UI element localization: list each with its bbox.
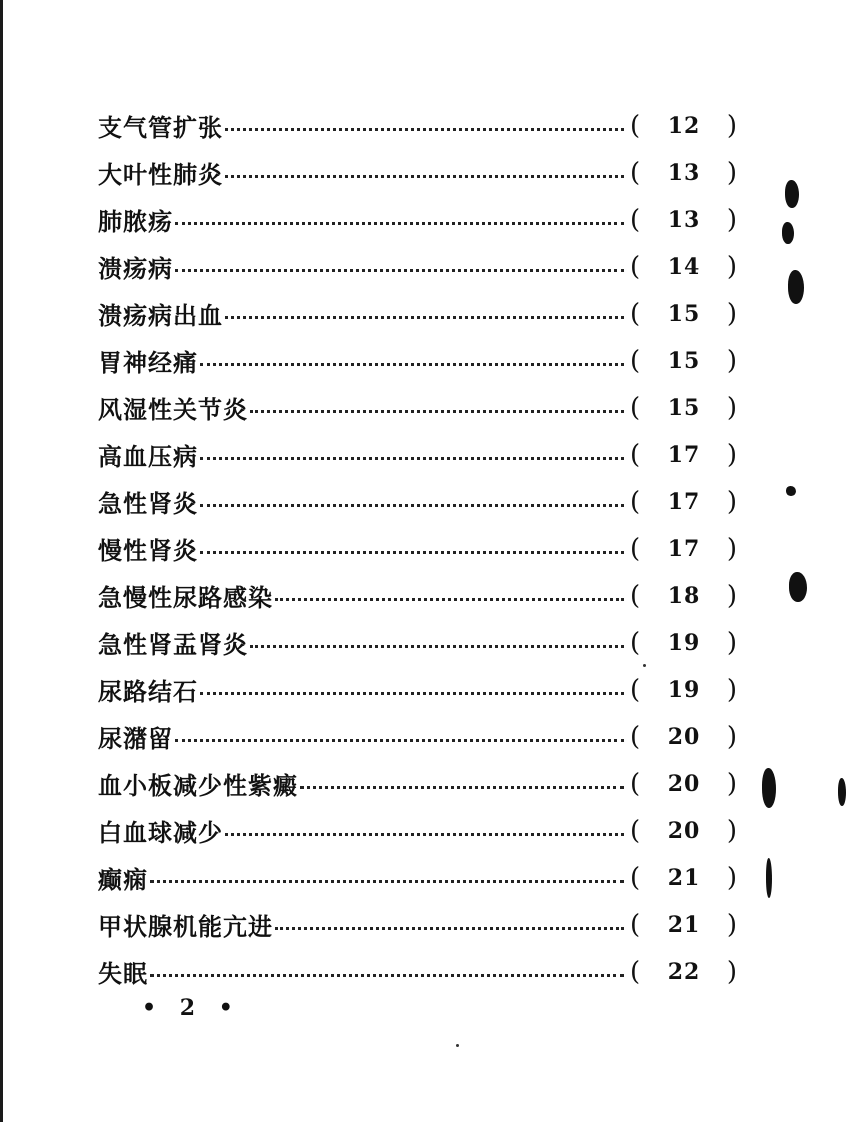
toc-entry-title: 失眠 — [98, 959, 148, 988]
toc-page-ref — [630, 252, 738, 282]
close-paren: ) — [726, 110, 738, 141]
toc-page-number: 19 — [667, 629, 701, 656]
close-paren: ) — [726, 204, 738, 235]
toc-page-ref — [630, 158, 738, 188]
close-paren: ) — [726, 721, 738, 752]
toc-page-ref — [630, 769, 738, 799]
toc-entry — [98, 196, 738, 243]
toc-entry-title: 胃神经痛 — [98, 348, 198, 377]
toc-page-ref — [630, 863, 738, 893]
toc-page-ref — [630, 628, 738, 658]
toc-entry — [98, 337, 738, 384]
toc-dot-leader — [250, 410, 624, 413]
open-paren: ( — [630, 627, 642, 658]
toc-entry — [98, 666, 738, 713]
toc-entry-title: 溃疡病 — [98, 254, 173, 283]
toc-page-ref — [630, 534, 738, 564]
toc-entry — [98, 478, 738, 525]
toc-entry — [98, 807, 738, 854]
open-paren: ( — [630, 768, 642, 799]
toc-entry-title: 溃疡病出血 — [98, 301, 223, 330]
toc-entry-title: 急性肾盂肾炎 — [98, 630, 248, 659]
toc-page-number: 20 — [667, 723, 701, 750]
toc-page-number: 18 — [667, 582, 701, 609]
ink-smudge — [786, 486, 796, 496]
toc-dot-leader — [200, 457, 624, 460]
toc-dot-leader — [225, 316, 624, 319]
toc-page-number: 15 — [667, 394, 701, 421]
open-paren: ( — [630, 204, 642, 235]
open-paren: ( — [630, 580, 642, 611]
toc-entry — [98, 572, 738, 619]
toc-entry — [98, 713, 738, 760]
toc-page-number: 19 — [667, 676, 701, 703]
toc-entry-title: 急慢性尿路感染 — [98, 583, 273, 612]
toc-entry — [98, 384, 738, 431]
close-paren: ) — [726, 862, 738, 893]
close-paren: ) — [726, 392, 738, 423]
toc-entry-title: 尿路结石 — [98, 677, 198, 706]
toc-entry — [98, 149, 738, 196]
open-paren: ( — [630, 533, 642, 564]
toc-dot-leader — [200, 504, 624, 507]
toc-dot-leader — [200, 363, 624, 366]
toc-dot-leader — [150, 880, 624, 883]
toc-page-number: 15 — [667, 347, 701, 374]
ink-smudge — [762, 768, 776, 808]
close-paren: ) — [726, 909, 738, 940]
toc-page-number: 17 — [667, 535, 701, 562]
ink-smudge — [788, 270, 804, 304]
open-paren: ( — [630, 392, 642, 423]
ink-smudge — [782, 222, 794, 244]
toc-page-number: 17 — [667, 441, 701, 468]
toc-page-number: 17 — [667, 488, 701, 515]
toc-dot-leader — [175, 222, 624, 225]
toc-page-number: 12 — [667, 112, 701, 139]
toc-entry — [98, 760, 738, 807]
close-paren: ) — [726, 251, 738, 282]
toc-entry-title: 高血压病 — [98, 442, 198, 471]
open-paren: ( — [630, 345, 642, 376]
page-number-footer: • 2 • — [142, 995, 241, 1021]
toc-page-ref — [630, 299, 738, 329]
toc-entry-title: 肺脓疡 — [98, 207, 173, 236]
toc-entry-title: 大叶性肺炎 — [98, 160, 223, 189]
toc-dot-leader — [200, 551, 624, 554]
toc-page-ref — [630, 111, 738, 141]
toc-entry-title: 慢性肾炎 — [98, 536, 198, 565]
toc-page-ref — [630, 581, 738, 611]
toc-dot-leader — [250, 645, 624, 648]
close-paren: ) — [726, 439, 738, 470]
toc-entry — [98, 854, 738, 901]
toc-page-number: 13 — [667, 159, 701, 186]
open-paren: ( — [630, 251, 642, 282]
open-paren: ( — [630, 486, 642, 517]
toc-page-number: 15 — [667, 300, 701, 327]
ink-smudge — [785, 180, 799, 208]
toc-entry-title: 尿潴留 — [98, 724, 173, 753]
toc-entry — [98, 431, 738, 478]
toc-page-number: 20 — [667, 770, 701, 797]
toc-entry — [98, 948, 738, 995]
toc-dot-leader — [200, 692, 624, 695]
toc-dot-leader — [225, 128, 624, 131]
toc-page-number: 22 — [667, 958, 701, 985]
ink-smudge — [838, 778, 846, 806]
toc-page-ref — [630, 957, 738, 987]
open-paren: ( — [630, 298, 642, 329]
open-paren: ( — [630, 439, 642, 470]
open-paren: ( — [630, 110, 642, 141]
toc-page-number: 21 — [667, 864, 701, 891]
toc-entry — [98, 901, 738, 948]
toc-dot-leader — [275, 598, 624, 601]
toc-page-ref — [630, 393, 738, 423]
toc-entry-title: 白血球减少 — [98, 818, 223, 847]
toc-page-ref — [630, 816, 738, 846]
close-paren: ) — [726, 815, 738, 846]
scan-speck — [643, 664, 646, 667]
toc-page-ref — [630, 346, 738, 376]
toc-entry — [98, 102, 738, 149]
toc-entry-title: 血小板减少性紫癜 — [98, 771, 298, 800]
close-paren: ) — [726, 345, 738, 376]
close-paren: ) — [726, 486, 738, 517]
toc-entry-title: 风湿性关节炎 — [98, 395, 248, 424]
ink-smudge — [789, 572, 807, 602]
toc-entry — [98, 243, 738, 290]
toc-dot-leader — [275, 927, 624, 930]
close-paren: ) — [726, 768, 738, 799]
toc-dot-leader — [225, 175, 624, 178]
toc-page-ref — [630, 675, 738, 705]
toc-page-ref — [630, 440, 738, 470]
open-paren: ( — [630, 157, 642, 188]
open-paren: ( — [630, 815, 642, 846]
toc-page-number: 21 — [667, 911, 701, 938]
page-left-edge — [0, 0, 3, 1122]
toc-entry — [98, 290, 738, 337]
close-paren: ) — [726, 533, 738, 564]
toc-entry-title: 急性肾炎 — [98, 489, 198, 518]
open-paren: ( — [630, 909, 642, 940]
toc-entry-title: 癫痫 — [98, 865, 148, 894]
table-of-contents — [98, 102, 738, 995]
toc-page-ref — [630, 205, 738, 235]
ink-smudge — [766, 858, 772, 898]
close-paren: ) — [726, 674, 738, 705]
close-paren: ) — [726, 298, 738, 329]
close-paren: ) — [726, 157, 738, 188]
toc-page-number: 14 — [667, 253, 701, 280]
toc-page-ref — [630, 722, 738, 752]
toc-page-number: 20 — [667, 817, 701, 844]
toc-entry — [98, 619, 738, 666]
open-paren: ( — [630, 721, 642, 752]
close-paren: ) — [726, 956, 738, 987]
open-paren: ( — [630, 862, 642, 893]
toc-dot-leader — [150, 974, 624, 977]
toc-dot-leader — [175, 739, 624, 742]
open-paren: ( — [630, 956, 642, 987]
toc-entry-title: 甲状腺机能亢进 — [98, 912, 273, 941]
scan-speck — [456, 1044, 459, 1047]
toc-page-ref — [630, 487, 738, 517]
open-paren: ( — [630, 674, 642, 705]
toc-dot-leader — [225, 833, 624, 836]
toc-page-number: 13 — [667, 206, 701, 233]
toc-entry-title: 支气管扩张 — [98, 113, 223, 142]
close-paren: ) — [726, 627, 738, 658]
toc-entry — [98, 525, 738, 572]
toc-dot-leader — [175, 269, 624, 272]
toc-dot-leader — [300, 786, 624, 789]
close-paren: ) — [726, 580, 738, 611]
toc-page-ref — [630, 910, 738, 940]
